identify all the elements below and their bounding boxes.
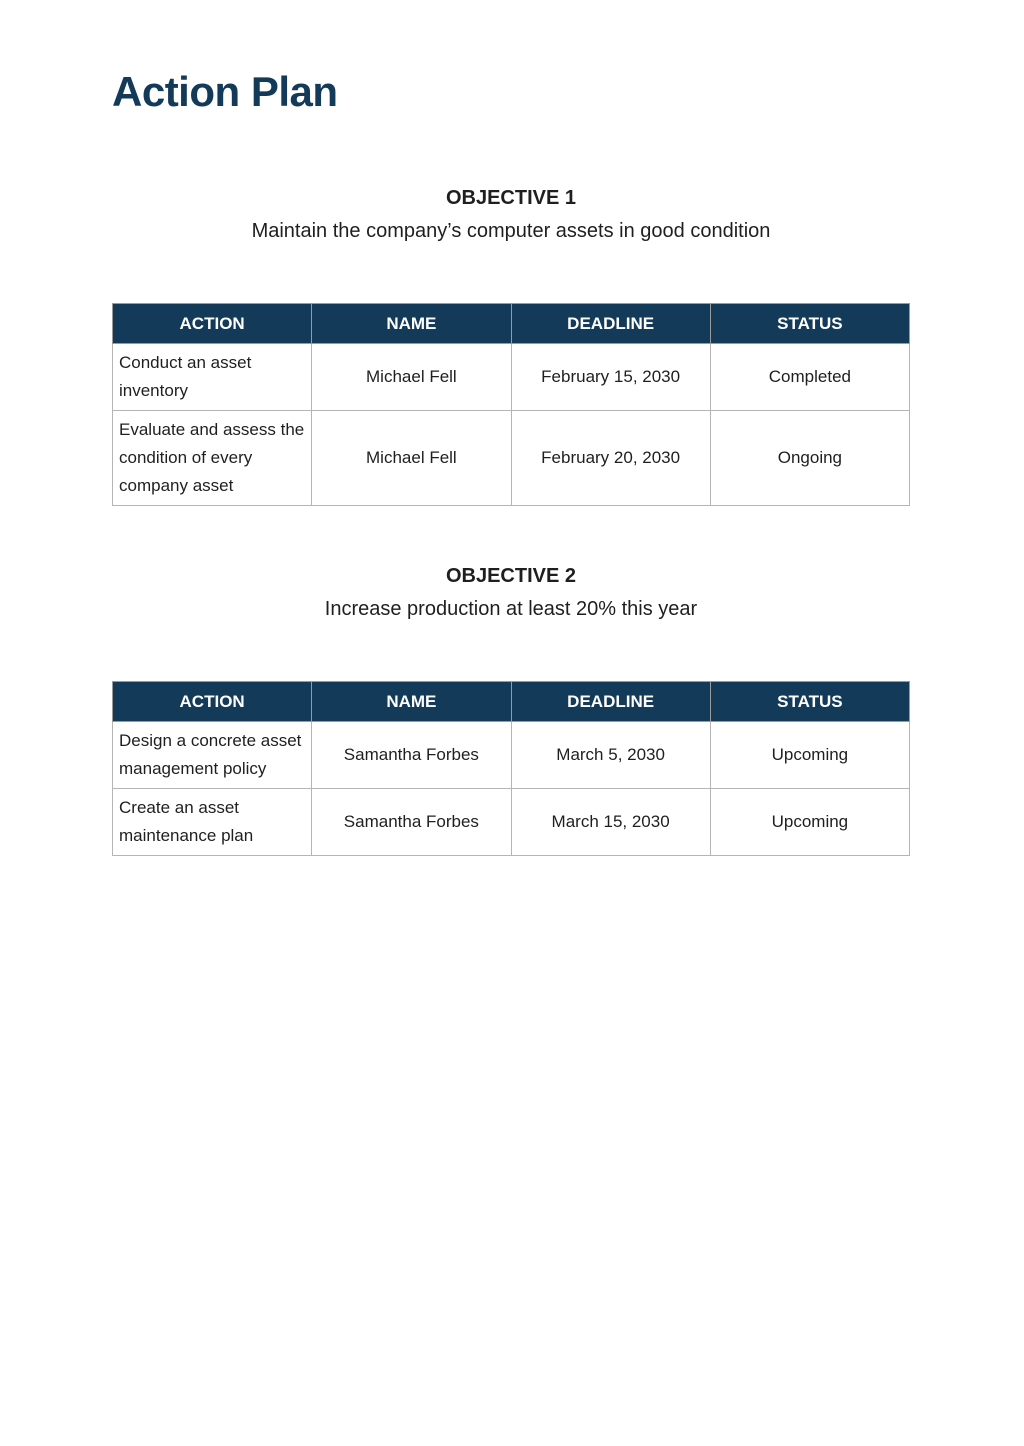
column-header-action: ACTION [113,304,312,344]
action-cell: Design a concrete asset management policy [113,722,312,789]
action-cell: Create an asset maintenance plan [113,789,312,856]
page-title: Action Plan [112,68,338,115]
objective-2-table [112,681,910,856]
objective-description: Maintain the company’s computer assets in good condition [251,220,771,242]
objective-description: Increase production at least 20% this year [324,598,698,620]
column-header-name: NAME [312,682,511,722]
objective-heading: OBJECTIVE 2 [445,565,577,587]
column-header-deadline: DEADLINE [511,682,710,722]
status-cell: Ongoing [710,411,909,506]
table-row [113,722,910,789]
name-cell: Michael Fell [312,411,511,506]
column-header-status: STATUS [710,304,909,344]
status-cell: Upcoming [710,789,909,856]
table-header-row [113,682,910,722]
name-cell: Michael Fell [312,344,511,411]
objective-2-section [112,563,910,622]
column-header-name: NAME [312,304,511,344]
status-cell: Completed [710,344,909,411]
objective-1-table [112,303,910,506]
action-cell: Conduct an asset inventory [113,344,312,411]
deadline-cell: March 5, 2030 [511,722,710,789]
table-row [113,789,910,856]
status-cell: Upcoming [710,722,909,789]
column-header-action: ACTION [113,682,312,722]
objective-heading: OBJECTIVE 1 [445,187,577,209]
column-header-status: STATUS [710,682,909,722]
name-cell: Samantha Forbes [312,789,511,856]
name-cell: Samantha Forbes [312,722,511,789]
table-header-row [113,304,910,344]
action-cell: Evaluate and assess the condition of every company asset [113,411,312,506]
deadline-cell: February 20, 2030 [511,411,710,506]
column-header-deadline: DEADLINE [511,304,710,344]
deadline-cell: March 15, 2030 [511,789,710,856]
deadline-cell: February 15, 2030 [511,344,710,411]
table-row [113,344,910,411]
objective-1-section [112,185,910,244]
table-row [113,411,910,506]
